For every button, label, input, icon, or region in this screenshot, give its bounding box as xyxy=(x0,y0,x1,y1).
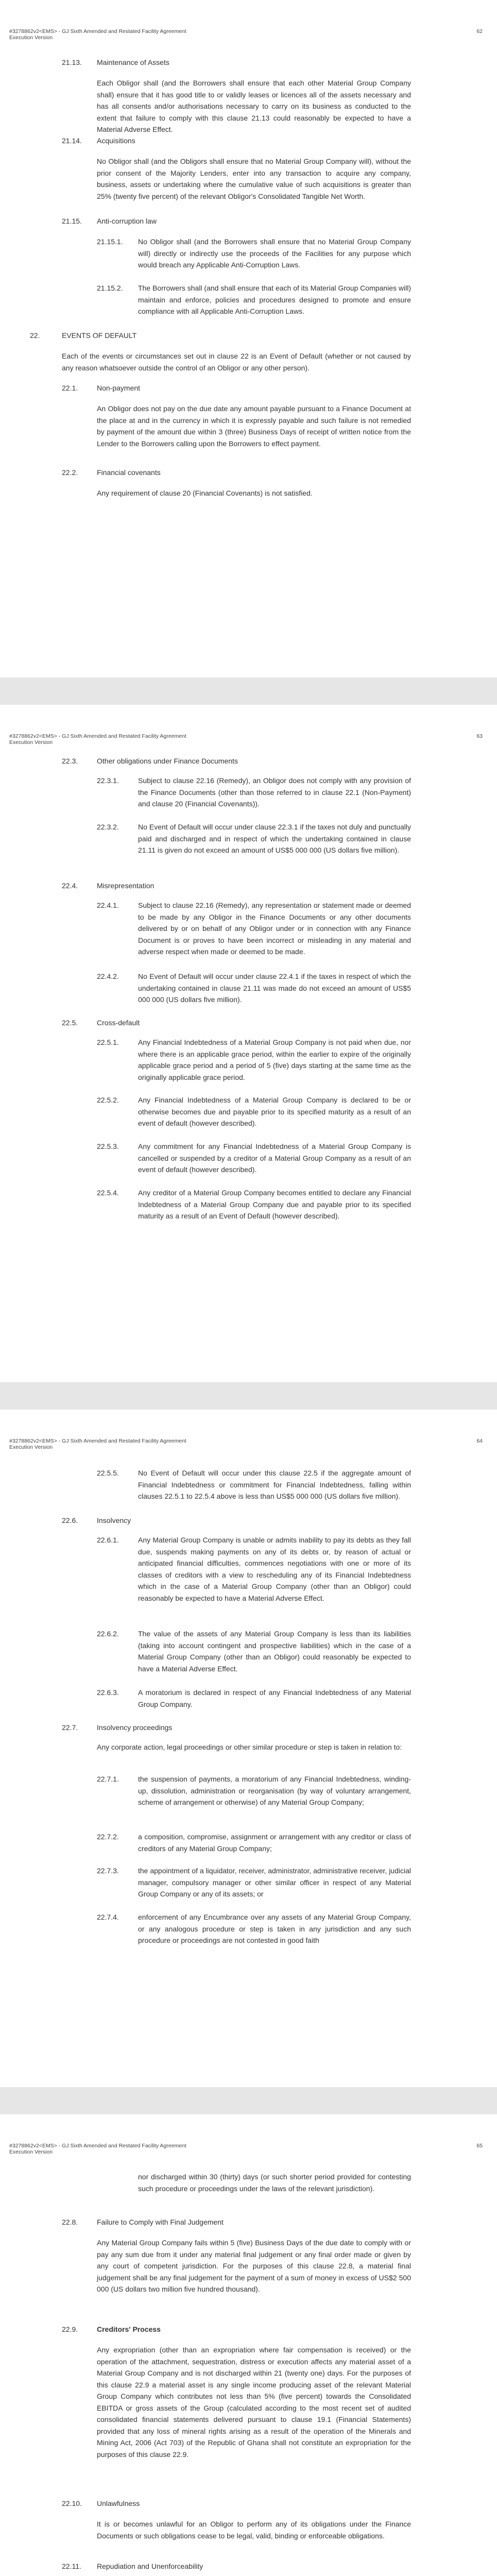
clause-paragraph: A moratorium is declared in respect of any Financial Indebtedness of any Material Group Company. xyxy=(138,1688,411,1708)
clause-paragraph: No Event of Default will occur under clause 22.4.1 if the taxes in respect of which the undertaking contained in clause 21.11 was made do not exceed an amount of US$5 000 000 (US dollars five million). xyxy=(138,972,411,1004)
clause-number: 21.14. xyxy=(62,137,82,145)
doc-reference: #3278862v2<EMS> - GJ Sixth Amended and Restated Facility Agreement xyxy=(9,733,186,739)
clause-heading: Unlawfulness xyxy=(97,2499,140,2507)
clause-number: 22.3. xyxy=(62,757,78,765)
clause-number: 22.6.2. xyxy=(97,1630,119,1638)
clause-heading: Anti-corruption law xyxy=(97,217,157,225)
clause-number: 22.1. xyxy=(62,384,78,392)
clause-number: 22.7.1. xyxy=(97,1775,119,1783)
clause-number: 22.9. xyxy=(62,2325,78,2333)
clause-paragraph: Subject to clause 22.16 (Remedy), an Obligor does not comply with any provision of the Finance Documents (other than those referred to in clause 22.1 (Non-Payment) and clause 20 (Financial Covenants)). xyxy=(138,776,411,808)
clause-number: 22.7.2. xyxy=(97,1833,119,1841)
page-number: 65 xyxy=(476,2143,483,2149)
clause-paragraph: It is or becomes unlawful for an Obligor to perform any of its obligations under the Finance Documents or such obligations cease to be legal, valid, binding or enforceable obligations. xyxy=(97,2520,411,2540)
clause-number: 22.7. xyxy=(62,1723,78,1732)
running-header xyxy=(9,1438,186,1450)
clause-paragraph: The value of the assets of any Material Group Company is less than its liabilities (taking into account contingent and prospective liabilities) which in the case of a Material Group Company (other than an Obligor) could reasonably be expected to have a Material Adverse Effect. xyxy=(138,1630,411,1673)
clause-paragraph: Subject to clause 22.16 (Remedy), any representation or statement made or deemed to be made by any Obligor in the Finance Documents or any other documents delivered by or on behalf of any Obligor under or in connection with any Finance Document is or proves to have been incorrect or misleading in any material and adverse respect when made or deemed to be made. xyxy=(138,901,411,956)
clause-heading: Repudiation and Unenforceability xyxy=(97,2562,203,2570)
page-number: 64 xyxy=(476,1438,483,1444)
clause-heading: Financial covenants xyxy=(97,468,161,477)
doc-version: Execution Version xyxy=(9,1444,53,1450)
clause-paragraph: Any requirement of clause 20 (Financial Covenants) is not satisfied. xyxy=(97,489,313,497)
clause-number: 22.5. xyxy=(62,1019,78,1027)
clause-paragraph: Any Financial Indebtedness of a Material Group Company is not paid when due, nor where there is an applicable grace period, within the earlier to expire of the originally applicable grace period and a period of 5 (five) days starting at the same time as the originally applicable grace period. xyxy=(138,1038,411,1081)
clause-paragraph: No Obligor shall (and the Obligors shall ensure that no Material Group Company will), without the prior consent of the Majority Lenders, enter into any transaction to acquire any company, business, assets or undertaking where the cumulative value of such acquisitions is greater than 25% (twenty five percent) of the relevant Obligor's Consolidated Tangible Net Worth. xyxy=(97,157,411,200)
clause-number: 22.4. xyxy=(62,882,78,890)
clause-number: 22.8. xyxy=(62,2218,78,2226)
clause-number: 21.13. xyxy=(62,58,82,66)
clause-number: 22.6.1. xyxy=(97,1536,119,1544)
clause-paragraph: enforcement of any Encumbrance over any assets of any Material Group Company, or any analogous procedure or step is taken in any jurisdiction and any such procedure or proceedings are not contested in good faith xyxy=(138,1913,411,1944)
clause-paragraph: The Borrowers shall (and shall ensure that each of its Material Group Companies will) maintain and enforce, policies and procedures designed to promote and ensure compliance with all Applicable Anti-Corruption Laws. xyxy=(138,284,411,315)
clause-paragraph: Any creditor of a Material Group Company becomes entitled to declare any Financial Indebtedness of a Material Group Company due and payable prior to its specified maturity as a result of an Event of Default (however described). xyxy=(138,1189,411,1220)
clause-number: 22.5.5. xyxy=(97,1469,119,1477)
clause-paragraph: Any expropriation (other than an expropriation where fair compensation is received) or the operation of the attachment, sequestration, distress or execution affects any material asset of a Material Group Company and is not discharged within 21 (twenty one) days. For the purposes of this clause 22.9 a material asset is any single income producing asset of the relevant Material Group Company which contributes not less than 5% (five percent) towards the Consolidated EBITDA or gross assets of the Group (calculated according to the most recent set of audited consolidated financial statements delivered pursuant to clause 19.1 (Financial Statements) provided that any loss of mineral rights arising as a result of the operation of the Minerals and Mining Act, 2006 (Act 703) of the Republic of Ghana shall not constitute an expropriation for the purposes of this clause 22.9. xyxy=(97,2346,411,2459)
doc-version: Execution Version xyxy=(9,739,53,745)
clause-number: 22.5.2. xyxy=(97,1096,119,1104)
clause-number: 22.11. xyxy=(62,2562,81,2570)
clause-heading: Failure to Comply with Final Judgement xyxy=(97,2218,224,2226)
clause-number: 22.5.3. xyxy=(97,1142,119,1150)
clause-heading: Creditors' Process xyxy=(97,2325,161,2333)
page-number: 63 xyxy=(476,733,483,739)
clause-number: 22.3.2. xyxy=(97,823,119,831)
clause-number: 22.6. xyxy=(62,1516,78,1524)
doc-version: Execution Version xyxy=(9,2149,53,2155)
clause-heading: Misrepresentation xyxy=(97,882,155,890)
doc-reference: #3278862v2<EMS> - GJ Sixth Amended and Restated Facility Agreement xyxy=(9,1438,186,1444)
running-header xyxy=(9,28,186,41)
clause-paragraph: the suspension of payments, a moratorium of any Financial Indebtedness, winding-up, dissolution, administration or reorganisation (by way of voluntary arrangement, scheme of arrangement or otherwise) of any Material Group Company; xyxy=(138,1775,411,1806)
page xyxy=(0,0,497,677)
clause-number: 22.3.1. xyxy=(97,776,119,785)
clause-paragraph: a composition, compromise, assignment or arrangement with any creditor or class of creditors of any Material Group Company; xyxy=(138,1833,411,1853)
clause-number: 22.6.3. xyxy=(97,1688,119,1697)
clause-number: 22.4.2. xyxy=(97,972,119,980)
page xyxy=(0,1410,497,2087)
clause-paragraph: No Event of Default will occur under this clause 22.5 if the aggregate amount of Financial Indebtedness or commitment for Financial Indebtedness, falling within clauses 22.5.1 to 22.5.4 above is less than US$5 000 000 (US dollars five million). xyxy=(138,1469,411,1500)
clause-number: 21.15.2. xyxy=(97,284,123,292)
clause-paragraph: Any commitment for any Financial Indebtedness of a Material Group Company is cancelled or suspended by a creditor of a Material Group Company as a result of an event of default (however described). xyxy=(138,1142,411,1174)
clause-paragraph: Any Financial Indebtedness of a Material Group Company is declared to be or otherwise becomes due and payable prior to its specified maturity as a result of an event of default (however described). xyxy=(138,1096,411,1127)
clause-number: 21.15.1. xyxy=(97,238,123,246)
clause-paragraph: Any Material Group Company is unable or admits inability to pay its debts as they fall due, suspends making payments on any of its debts or, by reason of actual or anticipated financial difficulties, commences negotiations with one or more of its classes of creditors with a view to rescheduling any of its Financial Indebtedness which in the case of a Material Group Company (other than an Obligor) could reasonably be expected to have a Material Adverse Effect. xyxy=(138,1536,411,1602)
clause-paragraph: the appointment of a liquidator, receiver, administrator, administrative receiver, judicial manager, compulsory manager or other similar officer in respect of any Material Group Company or any of its assets; or xyxy=(138,1867,411,1898)
clause-heading: Insolvency xyxy=(97,1516,131,1524)
clause-paragraph: Each of the events or circumstances set out in clause 22 is an Event of Default (whether or not caused by any reason whatsoever outside the control of an Obligor or any other person). xyxy=(62,352,411,372)
clause-paragraph: Any Material Group Company fails within 5 (five) Business Days of the due date to comply with or pay any sum due from it under any material final judgement or any final order made or given by any court of competent jurisdiction. For the purposes of this clause 22.8, a material final judgement shall be any final judgement for the payment of a sum of money in excess of US$2 500 000 (US dollars two million five hundred thousand). xyxy=(97,2239,411,2293)
clause-number: 22.10. xyxy=(62,2499,82,2507)
clause-number: 22.7.4. xyxy=(97,1913,119,1921)
clause-paragraph: No Obligor shall (and the Borrowers shall ensure that no Material Group Company will) directly or indirectly use the proceeds of the Facilities for any purpose which would breach any Applicable Anti-Corruption Laws. xyxy=(138,238,411,269)
page xyxy=(0,705,497,1382)
clause-heading: Maintenance of Assets xyxy=(97,58,169,66)
clause-number: 21.15. xyxy=(62,217,82,225)
doc-reference: #3278862v2<EMS> - GJ Sixth Amended and Restated Facility Agreement xyxy=(9,28,186,35)
running-header xyxy=(9,2143,186,2155)
clause-heading: Insolvency proceedings xyxy=(97,1723,173,1732)
clause-paragraph: nor discharged within 30 (thirty) days (or such shorter period provided for contesting such procedure or proceedings under the laws of the relevant jurisdiction). xyxy=(138,2173,411,2193)
running-header xyxy=(9,733,186,745)
clause-paragraph: Each Obligor shall (and the Borrowers shall ensure that each other Material Group Company shall) ensure that it has good title to or validly leases or licences all of the assets necessary and has all consents and/or authorisations necessary to carry on its business as conducted to the extent that failure to comply with this clause 21.13 could reasonably be expected to have a Material Adverse Effect. xyxy=(97,79,411,133)
clause-heading: Non-payment xyxy=(97,384,141,392)
clause-number: 22.2. xyxy=(62,468,78,477)
clause-heading: Cross-default xyxy=(97,1019,140,1027)
clause-paragraph: No Event of Default will occur under clause 22.3.1 if the taxes not duly and punctually paid and discharged and in respect of which the undertaking contained in clause 21.11 is given do not exceed an amount of US$5 000 000 (US dollars five million). xyxy=(138,823,411,854)
clause-number: 22.4.1. xyxy=(97,901,119,909)
clause-number: 22. xyxy=(30,331,40,340)
clause-number: 22.5.4. xyxy=(97,1189,119,1197)
clause-number: 22.7.3. xyxy=(97,1867,119,1875)
clause-paragraph: Any corporate action, legal proceedings or other similar procedure or step is taken in relation to: xyxy=(97,1743,402,1751)
doc-reference: #3278862v2<EMS> - GJ Sixth Amended and Restated Facility Agreement xyxy=(9,2143,186,2149)
clause-paragraph: An Obligor does not pay on the due date any amount payable pursuant to a Finance Document at the place at and in the currency in which it is expressly payable and such failure is not remedied by payment of the amount due within 3 (three) Business Days of receipt of written notice from the Lender to the Borrowers calling upon the Borrowers to effect payment. xyxy=(97,404,411,448)
doc-version: Execution Version xyxy=(9,35,53,41)
page-number: 62 xyxy=(476,28,483,35)
clause-heading: Other obligations under Finance Documents xyxy=(97,757,238,765)
clause-heading: Acquisitions xyxy=(97,137,135,145)
page xyxy=(0,2114,497,2576)
clause-heading: EVENTS OF DEFAULT xyxy=(62,331,137,340)
clause-number: 22.5.1. xyxy=(97,1038,119,1046)
